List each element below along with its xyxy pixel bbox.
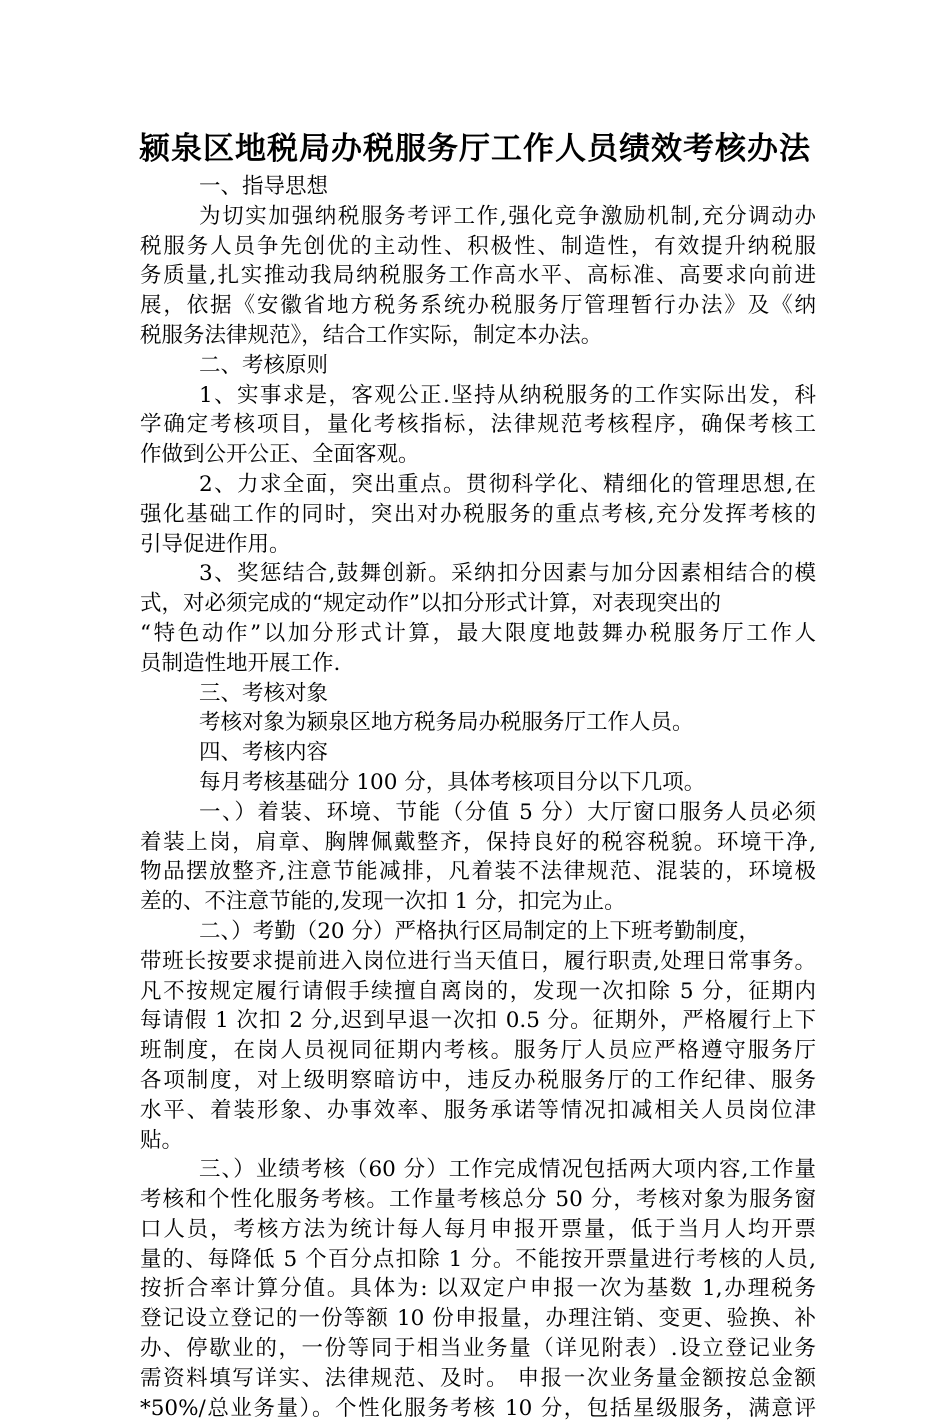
paragraph-line: 物品摆放整齐,注意节能减排，凡着装不法律规范、混装的，环境极 — [140, 859, 816, 885]
paragraph-line: 凡不按规定履行请假手续擅自离岗的，发现一次扣除 5 分，征期内 — [140, 978, 816, 1004]
paragraph-line: “特色动作”以加分形式计算，最大限度地鼓舞办税服务厅工作人 — [140, 620, 816, 646]
paragraph-line: 按折合率计算分值。具体为: 以双定户申报一次为基数 1,办理税务 — [140, 1276, 816, 1302]
paragraph-line: 贴。 — [140, 1127, 184, 1153]
section-heading: 一、指导思想 — [199, 174, 329, 199]
paragraph-line: 考核对象为颍泉区地方税务局办税服务厅工作人员。 — [199, 710, 694, 736]
paragraph-line: 学确定考核项目，量化考核指标，法律规范考核程序，确保考核工 — [140, 412, 816, 438]
paragraph-line: 差的、不注意节能的,发现一次扣 1 分，扣完为止。 — [140, 889, 626, 915]
paragraph-line: 量的、每降低 5 个百分点扣除 1 分。不能按开票量进行考核的人员, — [140, 1246, 816, 1272]
paragraph-line: 各项制度，对上级明察暗访中，违反办税服务厅的工作纪律、服务 — [140, 1067, 816, 1093]
section-heading: 四、考核内容 — [199, 740, 329, 766]
paragraph-line: 办、停歇业的，一份等同于相当业务量（详见附表）.设立登记业务 — [140, 1336, 816, 1362]
paragraph-line: 一、）着装、环境、节能（分值 5 分）大厅窗口服务人员必须 — [199, 799, 816, 825]
paragraph-line: 2、力求全面，突出重点。贯彻科学化、精细化的管理思想,在 — [199, 471, 816, 497]
paragraph-line: *50%/总业务量）。个性化服务考核 10 分，包括星级服务，满意评 — [140, 1395, 816, 1421]
paragraph-line: 式，对必须完成的“规定动作”以扣分形式计算，对表现突出的 — [140, 591, 721, 617]
section-heading: 三、考核对象 — [199, 680, 329, 706]
paragraph-line: 需资料填写详实、法律规范、及时。 申报一次业务量金额按总金额 — [140, 1365, 816, 1391]
document-title: 颍泉区地税局办税服务厅工作人员绩效考核办法 — [139, 131, 811, 167]
document-body — [140, 172, 820, 1423]
paragraph-line: 班制度，在岗人员视同征期内考核。服务厅人员应严格遵守服务厅 — [140, 1038, 816, 1064]
paragraph-line: 展，依据《安徽省地方税务系统办税服务厅管理暂行办法》及《纳 — [140, 293, 816, 319]
section-heading: 二、考核原则 — [199, 352, 329, 378]
paragraph-line: 为切实加强纳税服务考评工作,强化竞争激励机制,充分调动办 — [199, 203, 816, 229]
paragraph-line: 税服务人员争先创优的主动性、积极性、制造性，有效提升纳税服 — [140, 233, 816, 259]
paragraph-line: 三、）业绩考核（60 分）工作完成情况包括两大项内容,工作量 — [199, 1157, 816, 1183]
paragraph-line: 每月考核基础分 100 分，具体考核项目分以下几项。 — [199, 769, 706, 795]
paragraph-line: 强化基础工作的同时，突出对办税服务的重点考核,充分发挥考核的 — [140, 501, 816, 527]
paragraph-line: 务质量,扎实推动我局纳税服务工作高水平、高标准、高要求向前进 — [140, 263, 816, 289]
paragraph-line: 水平、着装形象、办事效率、服务承诺等情况扣减相关人员岗位津 — [140, 1097, 816, 1123]
paragraph-line: 作做到公开公正、全面客观。 — [140, 442, 420, 468]
paragraph-line: 登记设立登记的一份等额 10 份申报量，办理注销、变更、验换、补 — [140, 1306, 816, 1332]
paragraph-line: 3、奖惩结合,鼓舞创新。采纳扣分因素与加分因素相结合的模 — [199, 561, 816, 587]
paragraph-line: 着装上岗，肩章、胸牌佩戴整齐，保持良好的税容税貌。环境干净, — [140, 829, 816, 855]
paragraph-line: 口人员，考核方法为统计每人每月申报开票量，低于当月人均开票 — [140, 1216, 816, 1242]
paragraph-line: 税服务法律规范》，结合工作实际，制定本办法。 — [140, 322, 603, 348]
paragraph-line: 带班长按要求提前进入岗位进行当天值日，履行职责,处理日常事务。 — [140, 948, 816, 974]
paragraph-line: 考核和个性化服务考核。工作量考核总分 50 分，考核对象为服务窗 — [140, 1187, 816, 1213]
paragraph-line: 引导促进作用。 — [140, 531, 291, 557]
paragraph-line: 每请假 1 次扣 2 分,迟到早退一次扣 0.5 分。征期外，严格履行上下 — [140, 1008, 816, 1034]
paragraph-line: 员制造性地开展工作. — [140, 650, 341, 676]
paragraph-line: 1、实事求是，客观公正.坚持从纳税服务的工作实际出发，科 — [199, 382, 816, 408]
paragraph-line: 二、）考勤（20 分）严格执行区局制定的上下班考勤制度， — [199, 918, 760, 944]
